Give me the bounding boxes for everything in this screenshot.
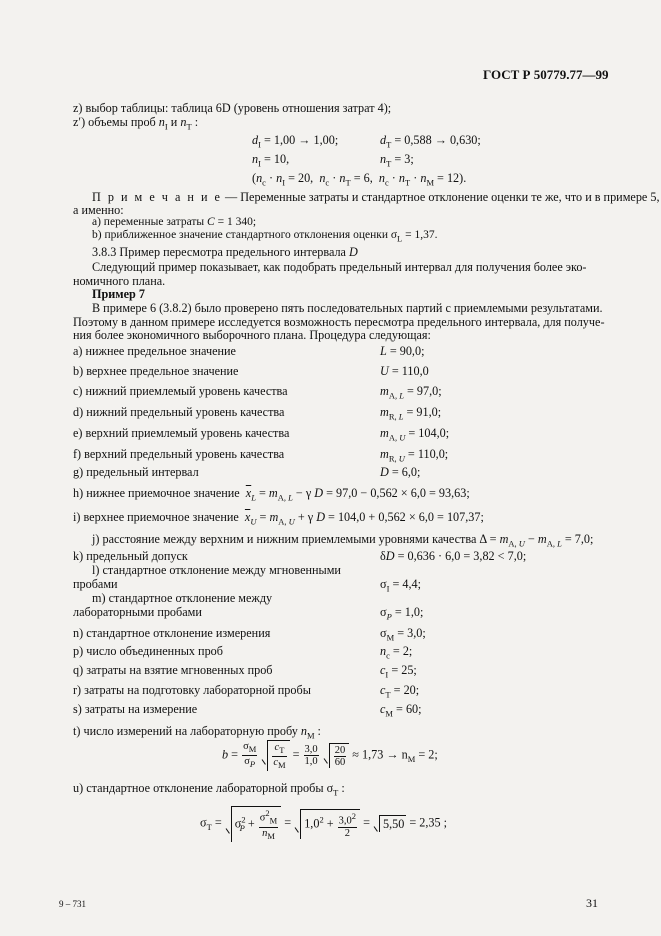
list-q-value: $c_I = 25$; bbox=[380, 663, 417, 680]
list-n-value: $\sigma_M = 3,0$; bbox=[380, 626, 426, 643]
list-m-line1: m) стандартное отклонение между bbox=[92, 591, 273, 605]
example-title: Пример 7 bbox=[92, 287, 145, 301]
formula-t: b = $\frac{\sigma_M}{\sigma_P}$ $\frac{c_T}{c_M}$ = $\frac{3,0}{1,0}$ $\frac{20}{60}$ ≈ $1,73 \to n_M = 2$; bbox=[222, 741, 438, 771]
item-z-prime: z′) объемы проб $n_I$ и $n_T$ : bbox=[73, 115, 199, 132]
list-m-value: $\sigma_P = 1,0$; bbox=[380, 605, 424, 622]
note-item-a: а) переменные затраты C = 1 340; bbox=[92, 216, 257, 228]
example-p3: ния более экономичного выборочного плана. Процедура следующая: bbox=[73, 328, 431, 342]
list-e-value: $m_{A, U} = 104,0$; bbox=[380, 426, 450, 443]
list-f: f) верхний предельный уровень качества bbox=[73, 447, 285, 461]
list-u: u) стандартное отклонение лабораторной пробы $\sigma_T$ : bbox=[73, 781, 345, 798]
list-c-value: $m_{A, L} = 97,0$; bbox=[380, 384, 442, 401]
list-r-value: $c_T = 20$; bbox=[380, 683, 420, 700]
list-m-line2: лабораторными пробами bbox=[73, 605, 202, 619]
list-i: i) верхнее приемочное значение $\overline{x}_U = m_{A, U} + \gamma$ D = 104,0 + 0,562 × 6,0 = 107,37; bbox=[73, 510, 484, 527]
list-t: t) число измерений на лабораторную пробу $n_M$ : bbox=[73, 724, 321, 741]
list-k: k) предельный допуск bbox=[73, 549, 188, 563]
list-a: a) нижнее предельное значение bbox=[73, 344, 236, 358]
list-k-value: δD = 0,636 · 6,0 = 3,82 < 7,0; bbox=[380, 549, 527, 563]
list-a-value: L = 90,0; bbox=[380, 344, 425, 358]
list-j: j) расстояние между верхним и нижним приемлемыми уровнями качества $\Delta = m_{A, U} - m_{A, L} = 7,0$; bbox=[92, 532, 594, 549]
page-number: 31 bbox=[586, 896, 598, 910]
example-p1: В примере 6 (3.8.2) было проверено пять последовательных партий с приемлемыми результатами. bbox=[92, 301, 603, 315]
formula-dT: $d_T = 0,588 \to 0,630$; bbox=[380, 133, 481, 150]
list-r: r) затраты на подготовку лабораторной пробы bbox=[73, 683, 311, 697]
formula-n1: $n_I = 10$, bbox=[252, 152, 290, 169]
list-q: q) затраты на взятие мгновенных проб bbox=[73, 663, 273, 677]
section-line-2: номичного плана. bbox=[73, 274, 166, 288]
list-g: g) предельный интервал bbox=[73, 465, 199, 479]
list-g-value: D = 6,0; bbox=[380, 465, 421, 479]
list-n: n) стандартное отклонение измерения bbox=[73, 626, 271, 640]
list-p: p) число объединенных проб bbox=[73, 644, 223, 658]
list-d-value: $m_{R, L} = 91,0$; bbox=[380, 405, 442, 422]
list-b: b) верхнее предельное значение bbox=[73, 364, 239, 378]
list-h: h) нижнее приемочное значение $\overline{x}_L = m_{A, L} - \gamma$ D = 97,0 − 0,562 × 6,0 = 93,63; bbox=[73, 486, 470, 503]
note-line-1: П р и м е ч а н и е — Переменные затраты и стандартное отклонение оценки те же, что и в примере 5, bbox=[92, 190, 660, 204]
section-heading: 3.8.3 Пример пересмотра предельного интервала D bbox=[92, 245, 358, 259]
list-f-value: $m_{R, U} = 110,0$; bbox=[380, 447, 449, 464]
note-line-2: а именно: bbox=[73, 203, 124, 217]
formula-nT: $n_T = 3$; bbox=[380, 152, 414, 169]
doc-code: ГОСТ Р 50779.77—99 bbox=[483, 67, 609, 82]
formula-products: ($n_c \cdot n_I = 20$, $n_c \cdot n_T = 6$, $n_c \cdot n_T \cdot n_M = 12$). bbox=[252, 171, 467, 188]
list-c: c) нижний приемлемый уровень качества bbox=[73, 384, 288, 398]
list-b-value: U = 110,0 bbox=[380, 364, 429, 378]
list-d: d) нижний предельный уровень качества bbox=[73, 405, 285, 419]
list-s: s) затраты на измерение bbox=[73, 702, 198, 716]
list-l-value: $\sigma_I = 4,4$; bbox=[380, 577, 422, 594]
list-p-value: $n_c = 2$; bbox=[380, 644, 413, 661]
footer-left: 9 – 731 bbox=[59, 899, 86, 909]
item-z: z) выбор таблицы: таблица 6D (уровень отношения затрат 4); bbox=[73, 101, 392, 115]
formula-d1: $d_I = 1,00 \to 1,00$; bbox=[252, 133, 339, 150]
example-p2: Поэтому в данном примере исследуется возможность пересмотра предельного интервала, для получе- bbox=[73, 315, 605, 329]
section-line-1: Следующий пример показывает, как подобрать предельный интервал для получения более эко- bbox=[92, 260, 587, 274]
list-l-line1: l) стандартное отклонение между мгновенными bbox=[92, 563, 341, 577]
list-e: e) верхний приемлемый уровень качества bbox=[73, 426, 290, 440]
note-item-b: b) приближенное значение стандартного отклонения оценки $\sigma_L = 1,37$. bbox=[92, 229, 438, 244]
formula-u: $\sigma_T = \sigma^2_P$ + $\frac{\sigma^2_M}{n_M}$ = $1,0^2$ + $\frac{3,0^2}{2}$ = 5,50 = 2,35 ; bbox=[200, 808, 448, 841]
list-l-line2: пробами bbox=[73, 577, 118, 591]
list-s-value: $c_M = 60$; bbox=[380, 702, 422, 719]
